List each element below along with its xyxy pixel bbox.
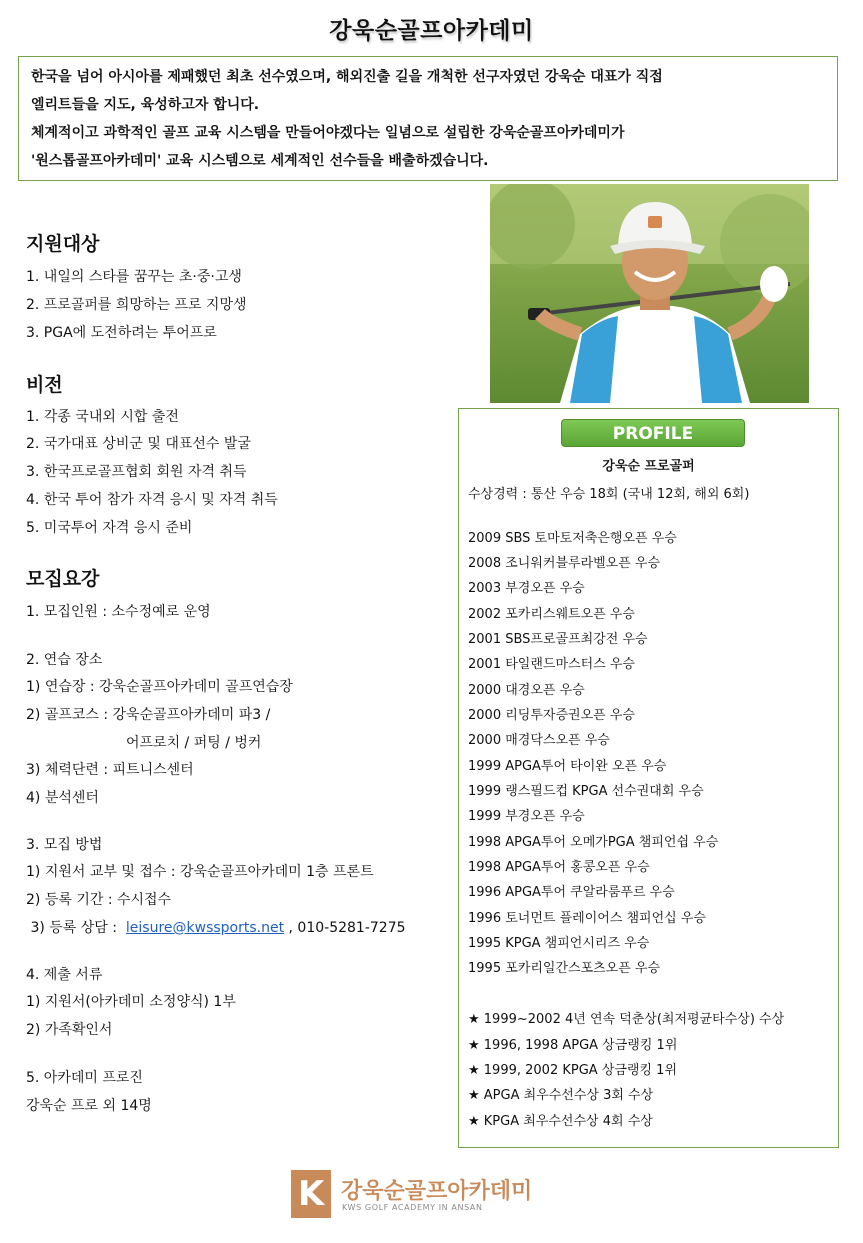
email-link[interactable]: leisure@kwssports.net xyxy=(125,920,285,936)
vision-item: 1. 각종 국내외 시합 출전 xyxy=(26,409,179,425)
honor-item: ★ APGA 최우수선수상 3회 수상 xyxy=(468,1088,654,1103)
vision-item: 4. 한국 투어 참가 자격 응시 및 자격 취득 xyxy=(26,492,278,508)
honor-item: ★ KPGA 최우수선수상 4회 수상 xyxy=(468,1114,653,1129)
win-item: 1999 APGA투어 타이완 오픈 우승 xyxy=(468,759,667,774)
win-item: 1996 APGA투어 쿠알라룸푸르 우승 xyxy=(468,885,675,900)
recruit-s2-item: 2) 골프코스 : 강욱순골프아카데미 파3 / xyxy=(26,707,271,723)
vision-item: 5. 미국투어 자격 응시 준비 xyxy=(26,520,193,536)
recruit-s4-item: 1) 지원서(아카데미 소정양식) 1부 xyxy=(26,994,236,1010)
golfer-photo xyxy=(490,184,809,403)
recruit-s3-contact xyxy=(26,917,406,937)
win-item: 1998 APGA투어 오메가PGA 챔피언쉽 우승 xyxy=(468,835,719,850)
vision-item: 3. 한국프로골프협회 회원 자격 취득 xyxy=(26,464,247,480)
win-item: 1995 KPGA 챔피언시리즈 우승 xyxy=(468,936,650,951)
recruit-s1: 1. 모집인원 : 소수정예로 운영 xyxy=(26,604,211,620)
win-item: 1998 APGA투어 홍콩오픈 우승 xyxy=(468,860,650,875)
win-item: 2000 대경오픈 우승 xyxy=(468,683,585,698)
support-item: 2. 프로골퍼를 희망하는 프로 지망생 xyxy=(26,297,247,313)
recruit-s5-text: 강욱순 프로 외 14명 xyxy=(26,1098,152,1114)
recruit-s2-item: 어프로치 / 퍼팅 / 벙커 xyxy=(126,735,262,751)
support-heading: 지원대상 xyxy=(26,233,100,255)
recruit-s2-item: 4) 분석센터 xyxy=(26,790,99,806)
intro-line: 한국을 넘어 아시아를 제패했던 최초 선수였으며, 해외진출 길을 개척한 선구자였던 강욱순 대표가 직접 xyxy=(31,69,663,85)
recruit-s2-title: 2. 연습 장소 xyxy=(26,652,103,668)
recruit-s4-item: 2) 가족확인서 xyxy=(26,1022,113,1038)
academy-logo xyxy=(291,1170,533,1220)
win-item: 2003 부경오픈 우승 xyxy=(468,581,585,596)
profile-summary: 수상경력 : 통산 우승 18회 (국내 12회, 해외 6회) xyxy=(468,487,750,502)
intro-line: 체계적이고 과학적인 골프 교육 시스템을 만들어야겠다는 일념으로 설립한 강욱순골프아카데미가 xyxy=(31,125,625,141)
recruit-s3-item: 1) 지원서 교부 및 접수 : 강욱순골프아카데미 1층 프론트 xyxy=(26,864,374,880)
win-item: 2009 SBS 토마토저축은행오픈 우승 xyxy=(468,531,677,546)
win-item: 2001 타일랜드마스터스 우승 xyxy=(468,657,635,672)
contact-label: 3) 등록 상담 : xyxy=(26,920,126,936)
win-item: 1999 부경오픈 우승 xyxy=(468,809,585,824)
recruit-heading: 모집요강 xyxy=(26,568,100,590)
intro-line: '원스톱골프아카데미' 교육 시스템으로 세계적인 선수들을 배출하겠습니다. xyxy=(31,153,489,169)
profile-name: 강욱순 프로골퍼 xyxy=(602,459,695,474)
page-title: 강욱순골프아카데미 xyxy=(329,18,534,44)
win-item: 1995 포카리일간스포츠오픈 우승 xyxy=(468,961,661,976)
win-item: 1996 토너먼트 플레이어스 챔피언십 우승 xyxy=(468,911,706,926)
logo-name: 강욱순골프아카데미 xyxy=(341,1179,533,1204)
logo-sub: KWS GOLF ACADEMY IN ANSAN xyxy=(342,1203,483,1212)
support-item: 1. 내일의 스타를 꿈꾸는 초·중·고생 xyxy=(26,269,242,285)
recruit-s4-title: 4. 제출 서류 xyxy=(26,967,103,983)
honor-item: ★ 1999~2002 4년 연속 덕춘상(최저평균타수상) 수상 xyxy=(468,1012,785,1027)
recruit-s5-title: 5. 아카데미 프로진 xyxy=(26,1070,143,1086)
logo-mark-icon: K xyxy=(291,1170,331,1218)
support-item: 3. PGA에 도전하려는 투어프로 xyxy=(26,325,217,341)
recruit-s2-item: 1) 연습장 : 강욱순골프아카데미 골프연습장 xyxy=(26,679,293,695)
intro-box xyxy=(18,56,838,181)
recruit-s2-item: 3) 체력단련 : 피트니스센터 xyxy=(26,762,194,778)
vision-item: 2. 국가대표 상비군 및 대표선수 발굴 xyxy=(26,436,251,452)
win-item: 2000 리딩투자증권오픈 우승 xyxy=(468,708,635,723)
intro-line: 엘리트들을 지도, 육성하고자 합니다. xyxy=(31,97,260,113)
golfer-illustration xyxy=(490,184,809,403)
recruit-s3-title: 3. 모집 방법 xyxy=(26,837,103,853)
profile-badge: PROFILE xyxy=(561,419,745,447)
win-item: 2008 조니워커블루라벨오픈 우승 xyxy=(468,556,661,571)
recruit-s3-item: 2) 등록 기간 : 수시접수 xyxy=(26,892,172,908)
honor-item: ★ 1996, 1998 APGA 상금랭킹 1위 xyxy=(468,1038,678,1053)
win-item: 2001 SBS프로골프최강전 우승 xyxy=(468,632,648,647)
phone-number: , 010-5281-7275 xyxy=(284,920,406,936)
win-item: 2002 포카리스웨트오픈 우승 xyxy=(468,607,635,622)
win-item: 2000 매경닥스오픈 우승 xyxy=(468,733,610,748)
win-item: 1999 랭스필드컵 KPGA 선수권대회 우승 xyxy=(468,784,704,799)
vision-heading: 비전 xyxy=(26,374,63,396)
honor-item: ★ 1999, 2002 KPGA 상금랭킹 1위 xyxy=(468,1063,678,1078)
